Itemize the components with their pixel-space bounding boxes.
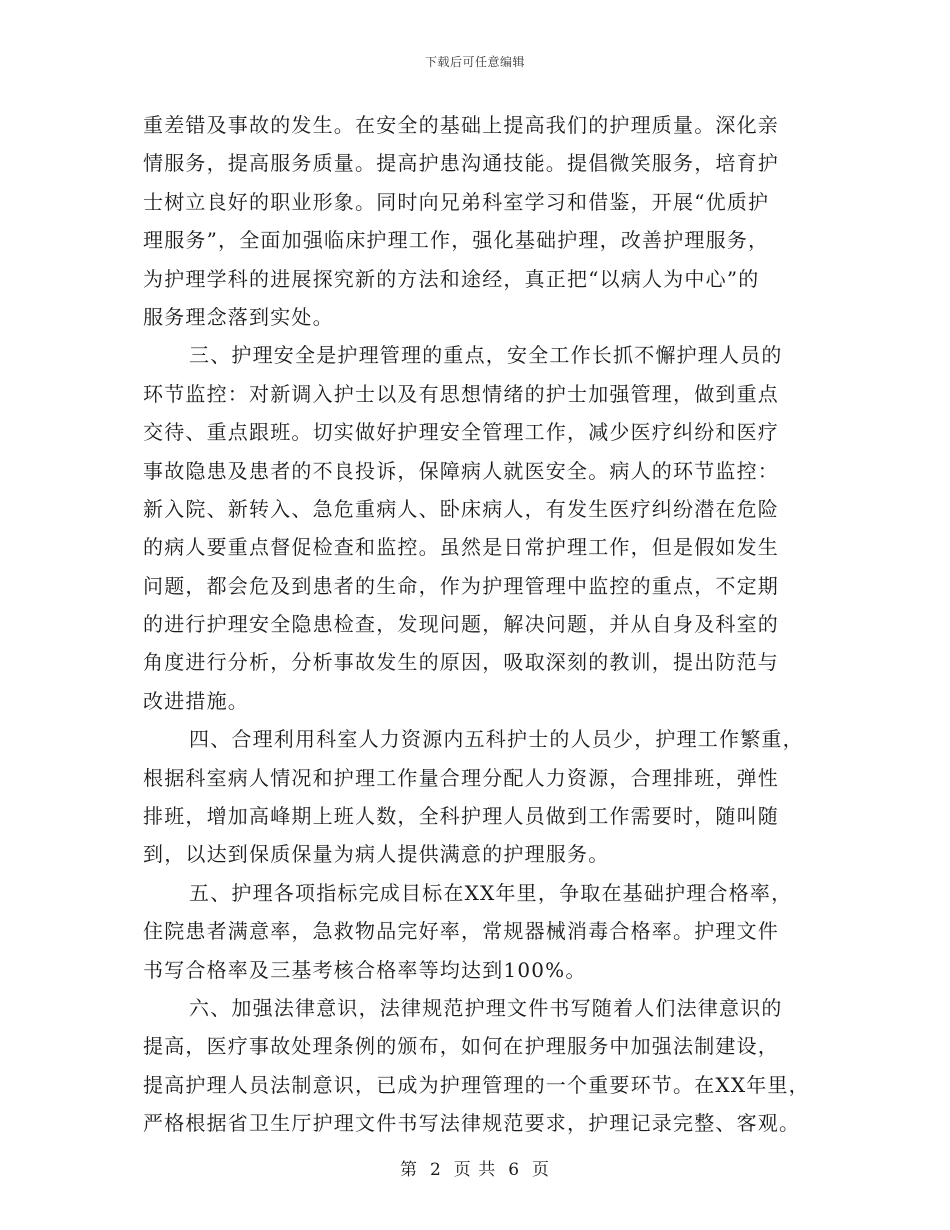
page-number: 2: [429, 1160, 442, 1180]
page-total: 6: [508, 1160, 521, 1180]
footer-prefix: 第: [399, 1160, 418, 1180]
text-line: 新入院、新转入、急危重病人、卧床病人，有发生医疗纠纷潜在危险: [143, 496, 779, 521]
text-line: 为护理学科的进展探究新的方法和途经，真正把“以病人为中心”的: [143, 266, 760, 291]
text-line: 三、护理安全是护理管理的重点，安全工作长抓不懈护理人员的: [189, 343, 783, 368]
text-line: 重差错及事故的发生。在安全的基础上提高我们的护理质量。深化亲: [143, 113, 779, 137]
text-line: 事故隐患及患者的不良投诉，保障病人就医安全。病人的环节监控：: [143, 458, 779, 483]
text-line: 提高，医疗事故处理条例的颁布，如何在护理服务中加强法制建设，: [143, 1034, 779, 1059]
text-line: 交待、重点跟班。切实做好护理安全管理工作，减少医疗纠纷和医疗: [143, 420, 779, 445]
text-line: 严格根据省卫生厅护理文件书写法律规范要求，护理记录完整、客观。: [143, 1111, 801, 1136]
document-body: [143, 106, 811, 1143]
text-line: 的进行护理安全隐患检查，发现问题，解决问题，并从自身及科室的: [143, 612, 779, 637]
text-line: 住院患者满意率，急救物品完好率，常规器械消毒合格率。护理文件: [143, 919, 779, 944]
page-footer: [0, 1155, 950, 1180]
text-line: 提高护理人员法制意识，已成为护理管理的一个重要环节。在XX年里，: [143, 1072, 810, 1097]
text-line: 士树立良好的职业形象。同时向兄弟科室学习和借鉴，开展“优质护: [143, 189, 770, 214]
text-line: 到，以达到保质保量为病人提供满意的护理服务。: [143, 842, 610, 867]
paragraph-lines: [143, 106, 811, 1143]
text-line: 理服务”，全面加强临床护理工作，强化基础护理，改善护理服务，: [143, 228, 770, 253]
text-line: 角度进行分析，分析事故发生的原因，吸取深刻的教训，提出防范与: [143, 650, 779, 675]
text-line: 六、加强法律意识，法律规范护理文件书写随着人们法律意识的: [189, 995, 783, 1020]
text-line: 情服务，提高服务质量。提高护患沟通技能。提倡微笑服务，培育护: [143, 151, 779, 176]
text-line: 五、护理各项指标完成目标在XX年里，争取在基础护理合格率，: [189, 880, 793, 905]
text-line: 的病人要重点督促检查和监控。虽然是日常护理工作，但是假如发生: [143, 535, 779, 560]
text-line: 根据科室病人情况和护理工作量合理分配人力资源，合理排班，弹性: [143, 765, 779, 790]
page-header: 下载后可任意编辑: [424, 55, 525, 69]
text-line: 问题，都会危及到患者的生命，作为护理管理中监控的重点，不定期: [143, 573, 779, 598]
footer-suffix: 页: [532, 1160, 551, 1180]
footer-middle: 页 共: [453, 1160, 497, 1180]
text-line: 服务理念落到实处。: [143, 304, 334, 329]
text-line: 环节监控：对新调入护士以及有思想情绪的护士加强管理，做到重点: [143, 381, 779, 406]
text-line: 排班，增加高峰期上班人数，全科护理人员做到工作需要时，随叫随: [143, 804, 779, 829]
text-line: 四、合理利用科室人力资源内五科护士的人员少，护理工作繁重，: [189, 727, 804, 752]
text-line: 书写合格率及三基考核合格率等均达到100%。: [143, 957, 587, 982]
text-line: 改进措施。: [143, 688, 249, 713]
